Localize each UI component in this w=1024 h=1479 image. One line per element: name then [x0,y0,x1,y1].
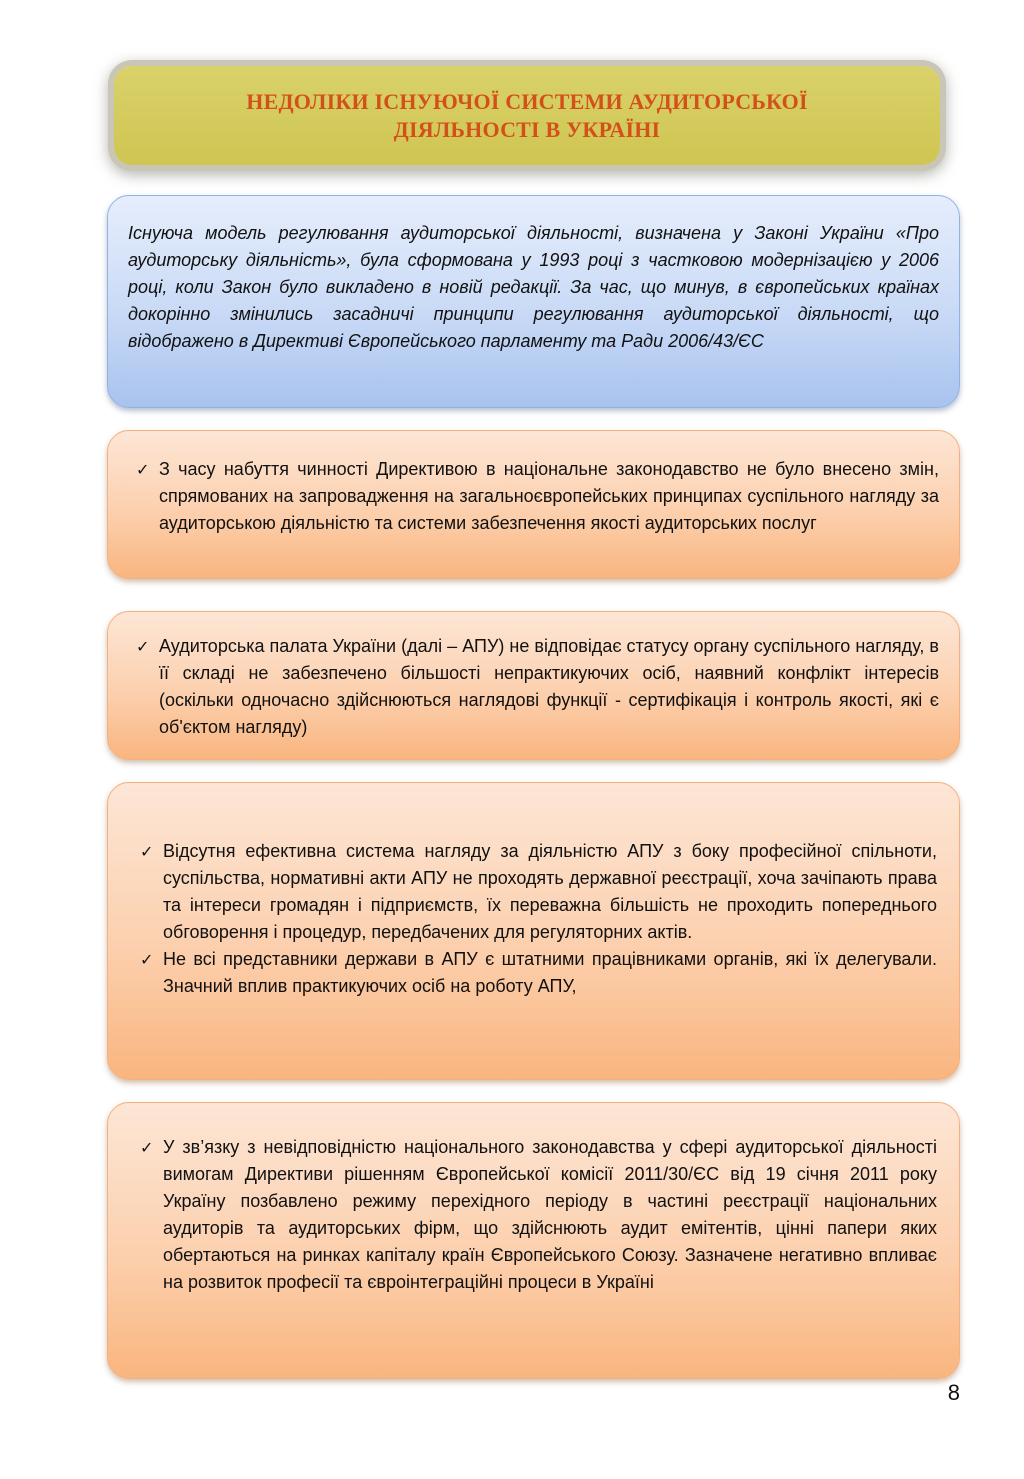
bullet-item [140,946,937,1000]
check-mark-icon: ✓ [136,460,150,479]
point-box-4 [107,1102,960,1379]
page-title-line-1: НЕДОЛІКИ ІСНУЮЧОЇ СИСТЕМИ АУДИТОРСЬКОЇ [246,88,808,114]
bullet-item [140,1134,937,1296]
title-banner [114,66,940,165]
intro-text: Існуюча модель регулювання аудиторської діяльності, визначена у Законі України «Про аудиторську діяльність», була сформована у 1993 році з частковою модернізацією у 2006 році, коли Закон було викладено в новій редакції. За час, що минув, в європейських країнах докорінно змінились засадничі принципи регулювання аудиторської діяльності, що відображено в Директиві Європейського парламенту та Ради 2006/43/ЄС [128,223,939,351]
point-box-1 [107,430,960,579]
bullet-text: У зв’язку з невідповідністю національного законодавства у сфері аудиторської діяльності вимогам Директиви рішенням Європейської комісії 2011/30/ЄС від 19 січня 2011 року Україну позбавлено режиму перехідного періоду в частині реєстрації національних аудиторів та аудиторських фірм, що здійснюють аудит емітентів, цінні папери яких обертаються на ринках капіталу країн Європейського Союзу. Зазначене негативно впливає на розвиток професії та євроінтеграційні процеси в Україні [163,1137,937,1292]
check-mark-icon: ✓ [140,950,154,969]
check-mark-icon: ✓ [140,1138,154,1157]
check-mark-icon: ✓ [140,842,154,861]
page-title-line-2: ДІЯЛЬНОСТІ В УКРАЇНІ [393,116,661,142]
bullet-text: Аудиторська палата України (далі – АПУ) не відповідає статусу органу суспільного нагляду, в її складі не забезпечено більшості непрактикуючих осіб, наявний конфлікт інтересів (оскільки одночасно здійснюються наглядові функції - сертифікація і контроль якості, які є об'єктом нагляду) [159,636,939,737]
bullet-text: З часу набуття чинності Директивою в національне законодавство не було внесено змін, спрямованих на запровадження на загальноєвропейських принципах суспільного нагляду за аудиторською діяльністю та системи забезпечення якості аудиторських послуг [159,459,939,533]
intro-box [107,195,960,408]
bullet-item [136,633,939,741]
point-box-2 [107,611,960,760]
bullet-item [136,456,939,537]
check-mark-icon: ✓ [136,637,150,656]
point-box-3 [107,782,960,1080]
bullet-text: Відсутня ефективна система нагляду за діяльністю АПУ з боку професійної спільноти, суспільства, нормативні акти АПУ не проходять державної реєстрації, хоча зачіпають права та інтереси громадян і підприємств, їх переважна більшість не проходить попереднього обговорення і процедур, передбачених для регуляторних актів. [163,841,937,942]
bullet-item [140,838,937,946]
page-number: 8 [947,1380,960,1405]
bullet-text: Не всі представники держави в АПУ є штатними працівниками органів, які їх делегували. Значний вплив практикуючих осіб на роботу АПУ, [163,949,937,996]
